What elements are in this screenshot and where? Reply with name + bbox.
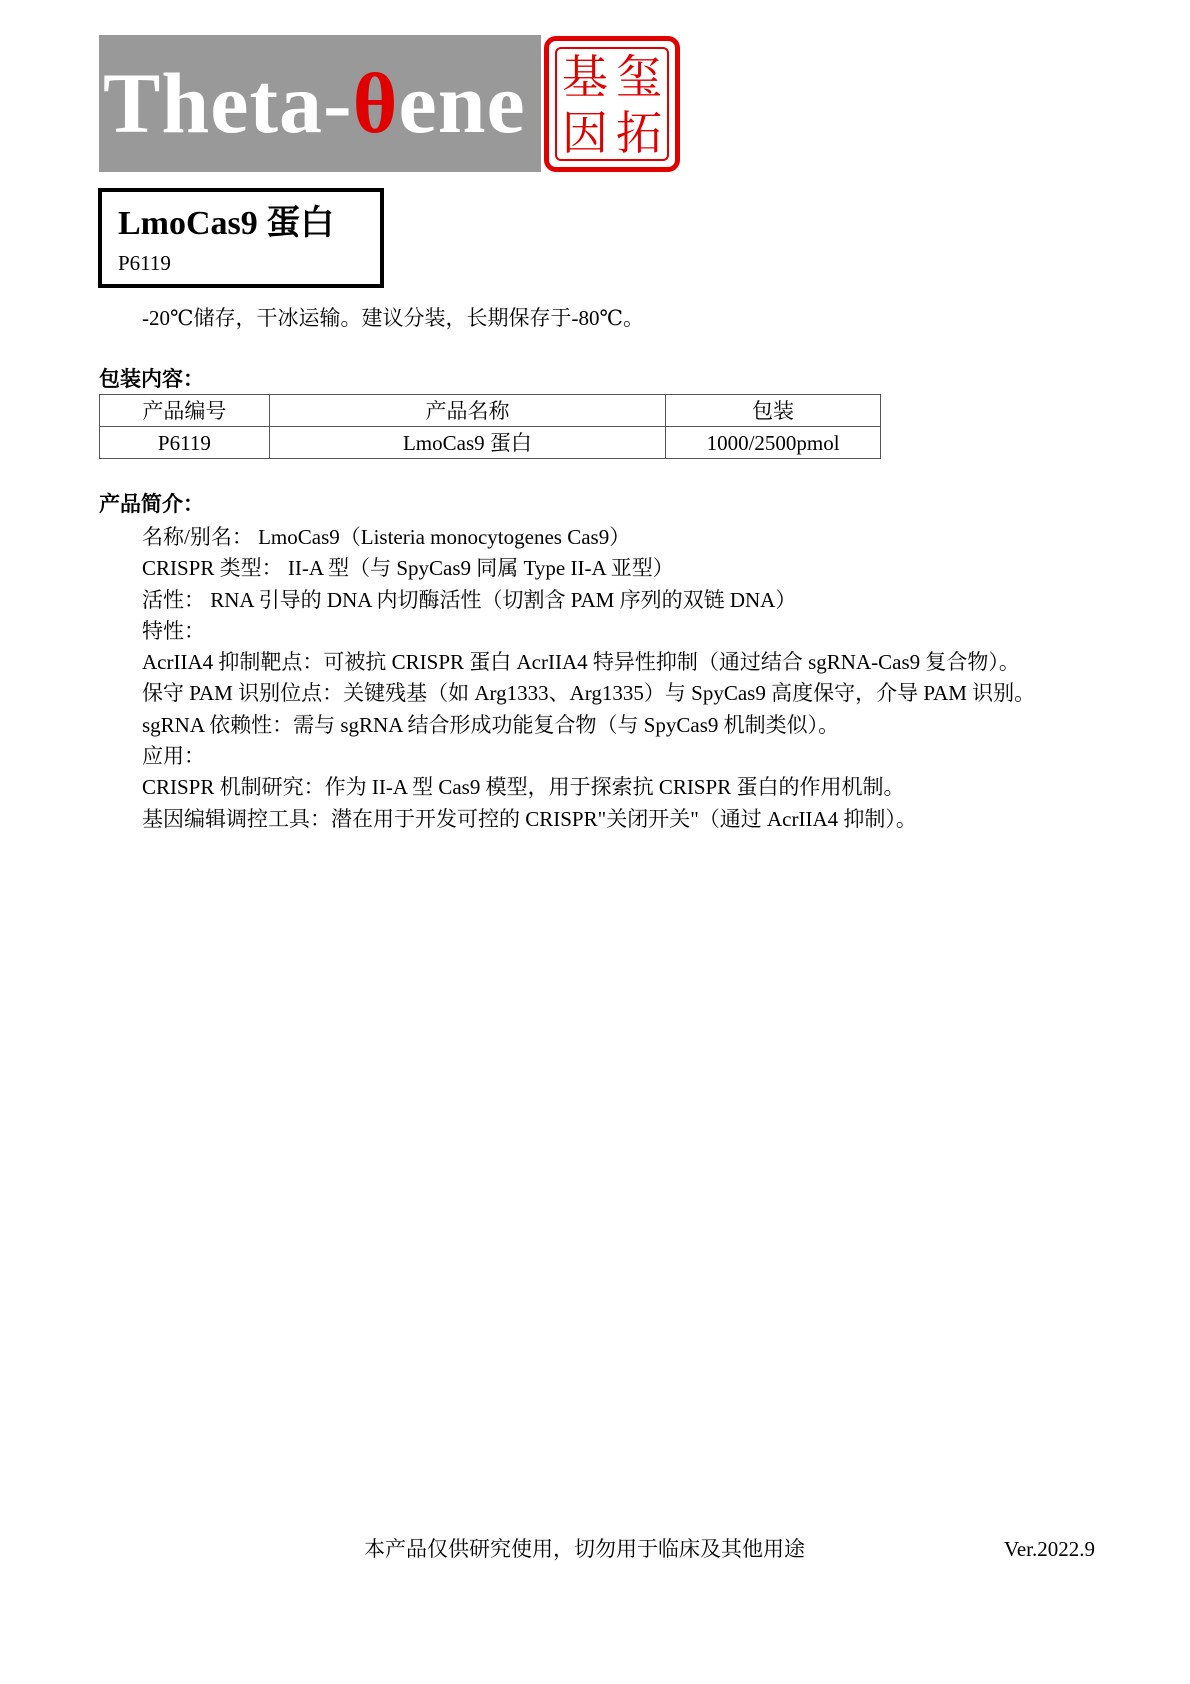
logo-prefix: Theta- xyxy=(103,55,353,151)
table-row xyxy=(100,427,881,459)
packaging-heading: 包装内容： xyxy=(99,367,204,391)
logo-theta: θ xyxy=(352,55,399,151)
table-header: 包装 xyxy=(666,395,881,427)
intro-line: 活性： RNA 引导的 DNA 内切酶活性（切割含 PAM 序列的双链 DNA） xyxy=(142,587,797,612)
intro-line: sgRNA 依赖性：需与 sgRNA 结合形成功能复合物（与 SpyCas9 机制类似）。 xyxy=(142,712,840,737)
intro-line: 名称/别名： LmoCas9（Listeria monocytogenes Cas9） xyxy=(142,525,631,549)
research-use-notice: 本产品仅供研究使用，切勿用于临床及其他用途 xyxy=(364,1537,805,1561)
company-seal xyxy=(544,36,680,172)
product-intro xyxy=(142,522,1108,835)
table-header: 产品名称 xyxy=(269,395,665,427)
version-label: Ver.2022.9 xyxy=(1004,1537,1095,1561)
table-header-row xyxy=(100,395,881,427)
intro-line: 保守 PAM 识别位点：关键残基（如 Arg1333、Arg1335）与 SpyCas9 高度保守，介导 PAM 识别。 xyxy=(142,681,1036,706)
seal-char: 基 xyxy=(562,50,608,104)
seal-char: 拓 xyxy=(616,106,662,160)
table-header: 产品编号 xyxy=(100,395,270,427)
logo-banner xyxy=(99,35,541,172)
table-cell: P6119 xyxy=(100,427,270,459)
intro-line: CRISPR 类型： II-A 型（与 SpyCas9 同属 Type II-A 亚型） xyxy=(142,556,674,581)
intro-line: AcrIIA4 抑制靶点：可被抗 CRISPR 蛋白 AcrIIA4 特异性抑制（通过结合 sgRNA-Cas9 复合物）。 xyxy=(142,650,1020,675)
table-cell: 1000/2500pmol xyxy=(666,427,881,459)
product-title: LmoCas9 蛋白 xyxy=(118,205,335,242)
logo-wordmark xyxy=(103,53,526,153)
logo-suffix: ene xyxy=(398,55,526,151)
intro-line: 基因编辑调控工具：潜在用于开发可控的 CRISPR"关闭开关"（通过 AcrIIA4 抑制）。 xyxy=(142,806,917,831)
intro-line: 特性： xyxy=(142,618,205,643)
seal-char: 因 xyxy=(562,106,608,160)
intro-heading: 产品简介： xyxy=(99,492,204,516)
packaging-table xyxy=(99,394,881,459)
product-title-box xyxy=(98,188,384,288)
product-code: P6119 xyxy=(118,251,171,275)
intro-line: CRISPR 机制研究：作为 II-A 型 Cas9 模型，用于探索抗 CRISPR 蛋白的作用机制。 xyxy=(142,775,905,800)
intro-line: 应用： xyxy=(142,744,205,769)
seal-char: 玺 xyxy=(616,50,662,104)
table-cell: LmoCas9 蛋白 xyxy=(269,427,665,459)
storage-note: -20℃储存，干冰运输。建议分装，长期保存于-80℃。 xyxy=(142,306,644,330)
